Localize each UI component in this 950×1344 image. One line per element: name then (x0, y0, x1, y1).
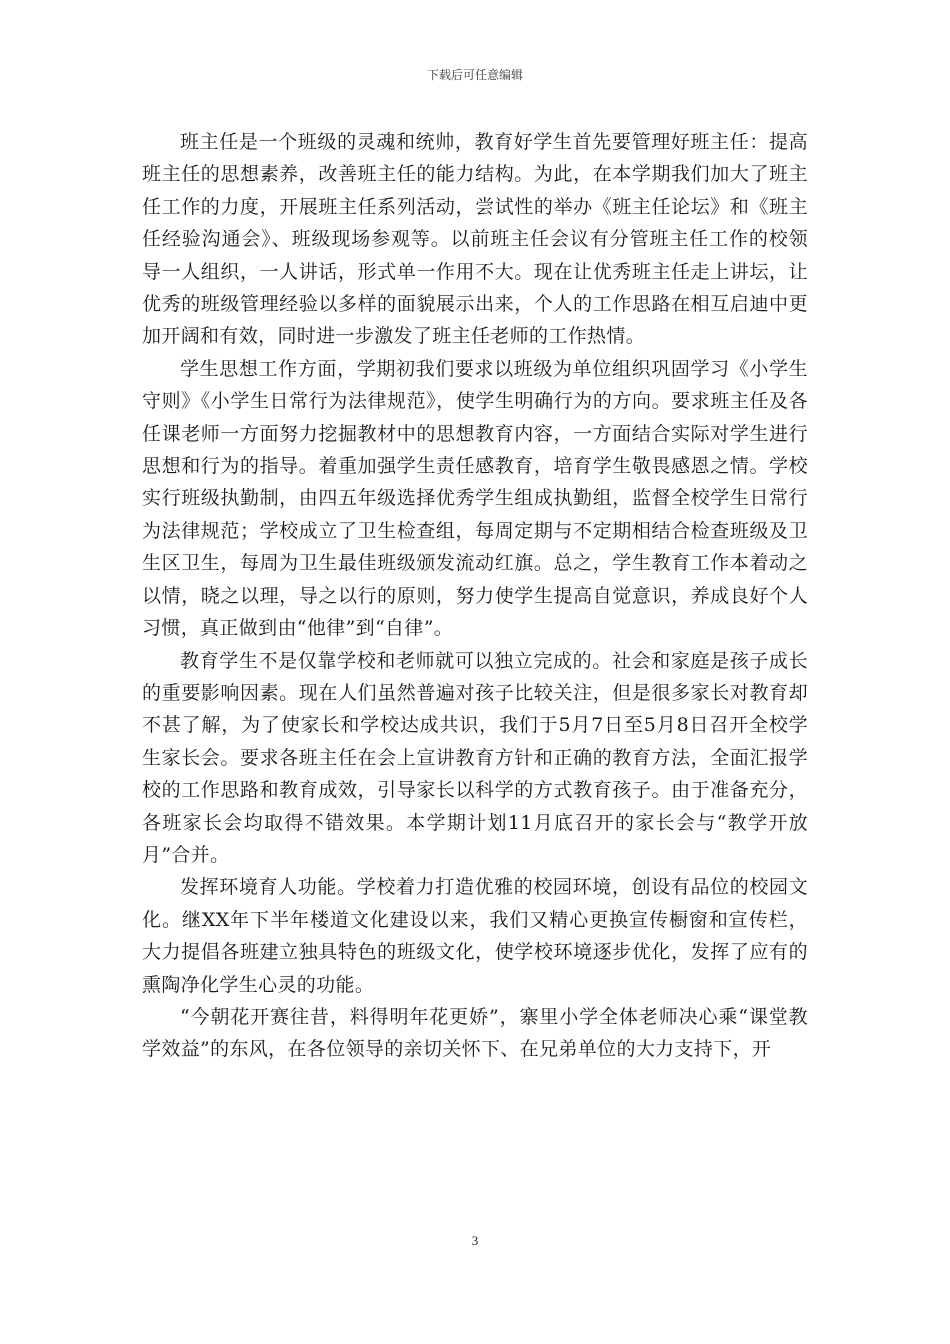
page-number: 3 (471, 1233, 479, 1248)
page-header: 下载后可任意编辑 (426, 68, 523, 82)
paragraph-campus-environment: 发挥环境育人功能。学校着力打造优雅的校园环境，创设有品位的校园文化。继XX年下半年楼道文化建设以来，我们又精心更换宣传橱窗和宣传栏，大力提倡各班建立独具特色的班级文化，使学校环境逐步优化，发挥了应有的熏陶净化学生心灵的功能。 (142, 876, 808, 996)
paragraph-student-ideology: 学生思想工作方面，学期初我们要求以班级为单位组织巩固学习《小学生守则》《小学生日常行为法律规范》，使学生明确行为的方向。要求班主任及各任课老师一方面努力挖掘教材中的思想教育内容，一方面结合实际对学生进行思想和行为的指导。着重加强学生责任感教育，培育学生敬畏感恩之情。学校实行班级执勤制，由四五年级选择优秀学生组成执勤组，监督全校学生日常行为法律规范；学校成立了卫生检查组，每周定期与不定期相结合检查班级及卫生区卫生，每周为卫生最佳班级颁发流动红旗。总之，学生教育工作本着动之以情，晓之以理，导之以行的原则，努力使学生提高自觉意识，养成良好个人习惯，真正做到由“他律”到“自律”。 (142, 357, 808, 640)
document-body (142, 126, 808, 1066)
paragraph-parents-meeting: 教育学生不是仅靠学校和老师就可以独立完成的。社会和家庭是孩子成长的重要影响因素。现在人们虽然普遍对孩子比较关注，但是很多家长对教育却不甚了解，为了使家长和学校达成共识，我们于5月7日至5月8日召开全校学生家长会。要求各班主任在会上宣讲教育方针和正确的教育方法，全面汇报学校的工作思路和教育成效，引导家长以科学的方式教育孩子。由于准备充分，各班家长会均取得不错效果。本学期计划11月底召开的家长会与“教学开放月”合并。 (142, 649, 808, 866)
paragraph-outlook: “今朝花开赛往昔，料得明年花更娇”，寨里小学全体老师决心乘“课堂教学效益”的东风，在各位领导的亲切关怀下、在兄弟单位的大力支持下，开 (142, 1005, 808, 1061)
paragraph-head-teacher: 班主任是一个班级的灵魂和统帅，教育好学生首先要管理好班主任：提高班主任的思想素养，改善班主任的能力结构。为此，在本学期我们加大了班主任工作的力度，开展班主任系列活动，尝试性的举办《班主任论坛》和《班主任经验沟通会》、班级现场参观等。以前班主任会议有分管班主任工作的校领导一人组织，一人讲话，形式单一作用不大。现在让优秀班主任走上讲坛，让优秀的班级管理经验以多样的面貌展示出来，个人的工作思路在相互启迪中更加开阔和有效，同时进一步激发了班主任老师的工作热情。 (142, 131, 808, 348)
